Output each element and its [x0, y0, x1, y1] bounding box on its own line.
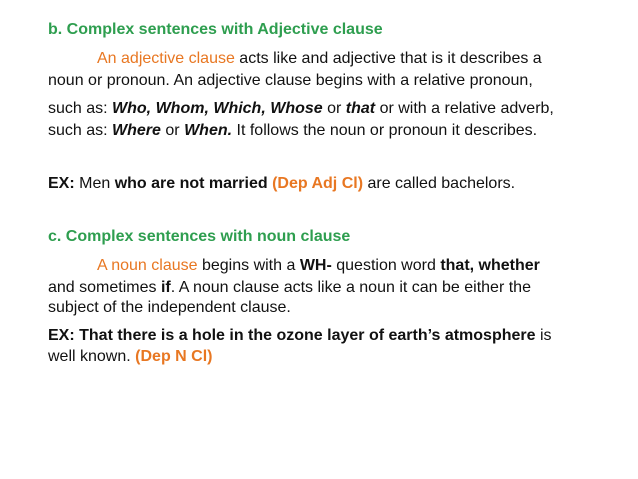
- term-noun-clause: A noun clause: [97, 257, 198, 274]
- adjective-clause-example: EX: Men who are not married (Dep Adj Cl) are called bachelors.: [48, 175, 516, 192]
- relative-adverb-where: Where: [112, 122, 161, 139]
- adjective-clause-definition-line-4: such as: Where or When. It follows the noun or pronoun it describes.: [48, 122, 538, 139]
- noun-clause-example-line-1: EX: That there is a hole in the ozone layer of earth’s atmosphere is: [48, 327, 552, 344]
- adjective-clause-definition-line-1: An adjective clause acts like and adjective that is it describes a: [97, 50, 542, 67]
- word-if: if: [160, 279, 171, 296]
- example-clause: who are not married: [114, 175, 268, 192]
- example-tag: (Dep Adj Cl): [272, 175, 364, 192]
- heading-noun-clause: c. Complex sentences with noun clause: [48, 228, 351, 245]
- relative-adverb-when: When.: [184, 122, 233, 139]
- that-whether: that, whether: [440, 257, 540, 274]
- noun-clause-definition-line-2: and sometimes if. A noun clause acts like a noun it can be either the: [48, 279, 531, 296]
- relative-pronouns: Who, Whom, Which, Whose: [112, 100, 323, 117]
- heading-adjective-clause: b. Complex sentences with Adjective clause: [48, 21, 383, 38]
- wh-word: WH-: [299, 257, 332, 274]
- noun-clause-example: EX: That there is a hole in the ozone layer of earth’s atmosphere: [48, 327, 536, 344]
- noun-clause-tag: (Dep N Cl): [135, 348, 213, 365]
- adjective-clause-definition-line-3: such as: Who, Whom, Which, Whose or that or with a relative adverb,: [48, 100, 554, 117]
- noun-clause-definition-line-3: subject of the independent clause.: [48, 299, 291, 316]
- noun-clause-definition-line-1: A noun clause begins with a WH- question word that, whether: [97, 257, 540, 274]
- relative-pronoun-that: that: [345, 100, 376, 117]
- noun-clause-example-line-2: well known. (Dep N Cl): [48, 348, 213, 365]
- term-adjective-clause: An adjective clause: [97, 50, 235, 67]
- adjective-clause-definition-line-2: noun or pronoun. An adjective clause begins with a relative pronoun,: [48, 72, 533, 89]
- example-label: EX:: [48, 175, 75, 192]
